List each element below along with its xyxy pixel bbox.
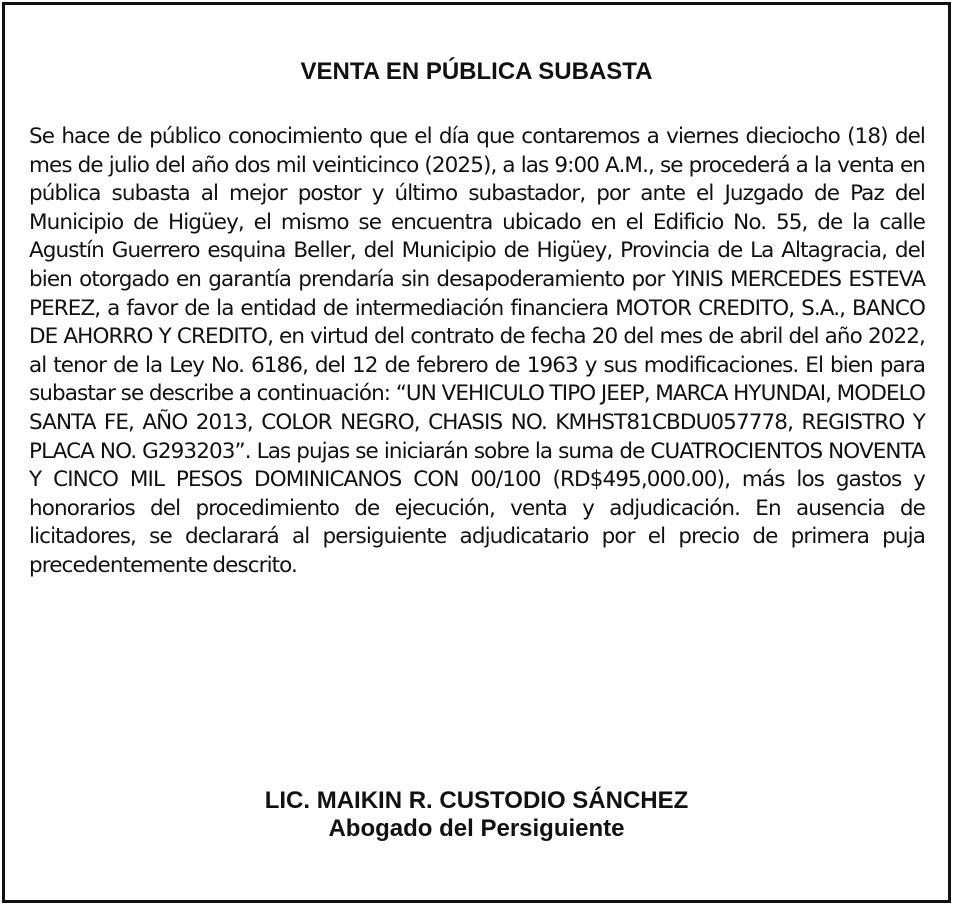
signature-block bbox=[5, 787, 948, 843]
signature-name: LIC. MAIKIN R. CUSTODIO SÁNCHEZ bbox=[264, 787, 689, 814]
notice-body: Se hace de público conocimiento que el día que contaremos a viernes dieciocho (18) del mes de julio del año dos mil veinticinco (2025), a las 9:00 A.M., se procederá a la venta en pública subasta al mejor postor y último subastador, por ante el Juzgado de Paz del Municipio de Higüey, el mismo se encuentra ubicado en el Edificio No. 55, de la calle Agustín Guerrero esquina Beller, del Municipio de Higüey, Provincia de La Altagracia, del bien otorgado en garantía prendaría sin desapoderamiento por YINIS MERCEDES ESTEVA PEREZ, a favor de la entidad de intermediación financiera MOTOR CREDITO, S.A., BANCO DE AHORRO Y CREDITO, en virtud del contrato de fecha 20 del mes de abril del año 2022, al tenor de la Ley No. 6186, del 12 de febrero de 1963 y sus modificaciones. El bien para subastar se describe a continuación: “UN VEHICULO TIPO JEEP, MARCA HYUNDAI, MODELO SANTA FE, AÑO 2013, COLOR NEGRO, CHASIS NO. KMHST81CBDU057778, REGISTRO Y PLACA NO. G293203”. Las pujas se iniciarán sobre la suma de CUATROCIENTOS NOVENTA Y CINCO MIL PESOS DOMINICANOS CON 00/100 (RD$495,000.00), más los gastos y honorarios del procedimiento de ejecución, venta y adjudicación. En ausencia de licitadores, se declarará al persiguiente adjudicatario por el precio de primera puja precedentemente descrito. bbox=[29, 124, 925, 578]
legal-notice-box bbox=[2, 2, 951, 903]
notice-title: VENTA EN PÚBLICA SUBASTA bbox=[300, 58, 653, 85]
signature-role: Abogado del Persiguiente bbox=[328, 815, 625, 842]
